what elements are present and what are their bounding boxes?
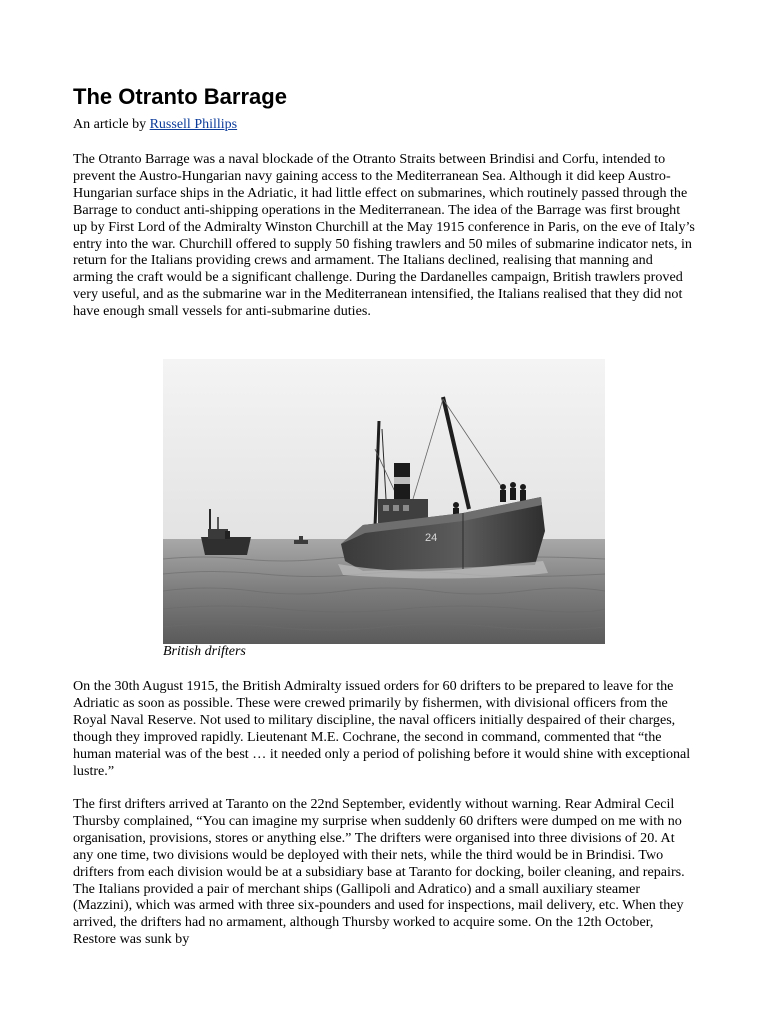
- byline: [73, 116, 237, 134]
- drifters-photo-image: [163, 359, 605, 644]
- figure-caption: British drifters: [163, 644, 246, 659]
- author-link[interactable]: Russell Phillips: [149, 117, 238, 132]
- paragraph-august-1915: On the 30th August 1915, the British Admiralty issued orders for 60 drifters to be prepared to leave for the Adriatic as soon as possible. These were crewed primarily by fishermen, with divisional officers from the Royal Naval Reserve. Not used to military discipline, the naval officers initially despaired of their charges, though they improved rapidly. Lieutenant M.E. Cochrane, the second in command, commented that “the human material was of the best … it needed only a period of polishing before it would shine with exceptional lustre.”: [73, 678, 691, 779]
- hull-number: 24: [425, 532, 438, 544]
- paragraph-taranto: The first drifters arrived at Taranto on the 22nd September, evidently without warning. Rear Admiral Cecil Thursby complained, “You can imagine my surprise when suddenly 60 drifters were dumped on me with no organisation, provisions, stores or anything else.” The drifters were organised into three divisions of 20. At any one time, two divisions would be deployed with their nets, while the third would be in Brindisi. Two drifters from each division would be at a subsidiary base at Taranto for docking, boiler cleaning, and repairs. The Italians provided a pair of merchant ships (Gallipoli and Adratico) and a small auxiliary steamer (Mazzini), which was armed with three six-pounders and used for inspections, mail delivery, etc. When they arrived, the drifters had no armament, although Thursby worked to acquire some. On the 12th October, Restore was sunk by: [73, 796, 685, 948]
- paragraph-intro: The Otranto Barrage was a naval blockade of the Otranto Straits between Brindisi and Corfu, intended to prevent the Austro-Hungarian navy gaining access to the Mediterranean Sea. Although it did keep Austro-Hungarian surface ships in the Adriatic, it had little effect on submarines, which routinely passed through the Barrage to conduct anti-shipping operations in the Mediterranean. The idea of the Barrage was first brought up by First Lord of the Admiralty Winston Churchill at the May 1915 conference in Paris, on the eve of Italy’s entry into the war. Churchill offered to supply 50 fishing trawlers and 50 miles of submarine indicator nets, in return for the Italians providing crews and armament. The Italians declined, realising that manning and arming the craft would be a significant challenge. During the Dardanelles campaign, British trawlers proved very useful, and as the submarine war in the Mediterranean intensified, the Italians realised that they did not have enough small vessels for anti-submarine duties.: [73, 151, 695, 320]
- article-title: The Otranto Barrage: [73, 84, 287, 109]
- byline-prefix: An article by: [73, 117, 150, 132]
- drifters-photo: [163, 359, 605, 644]
